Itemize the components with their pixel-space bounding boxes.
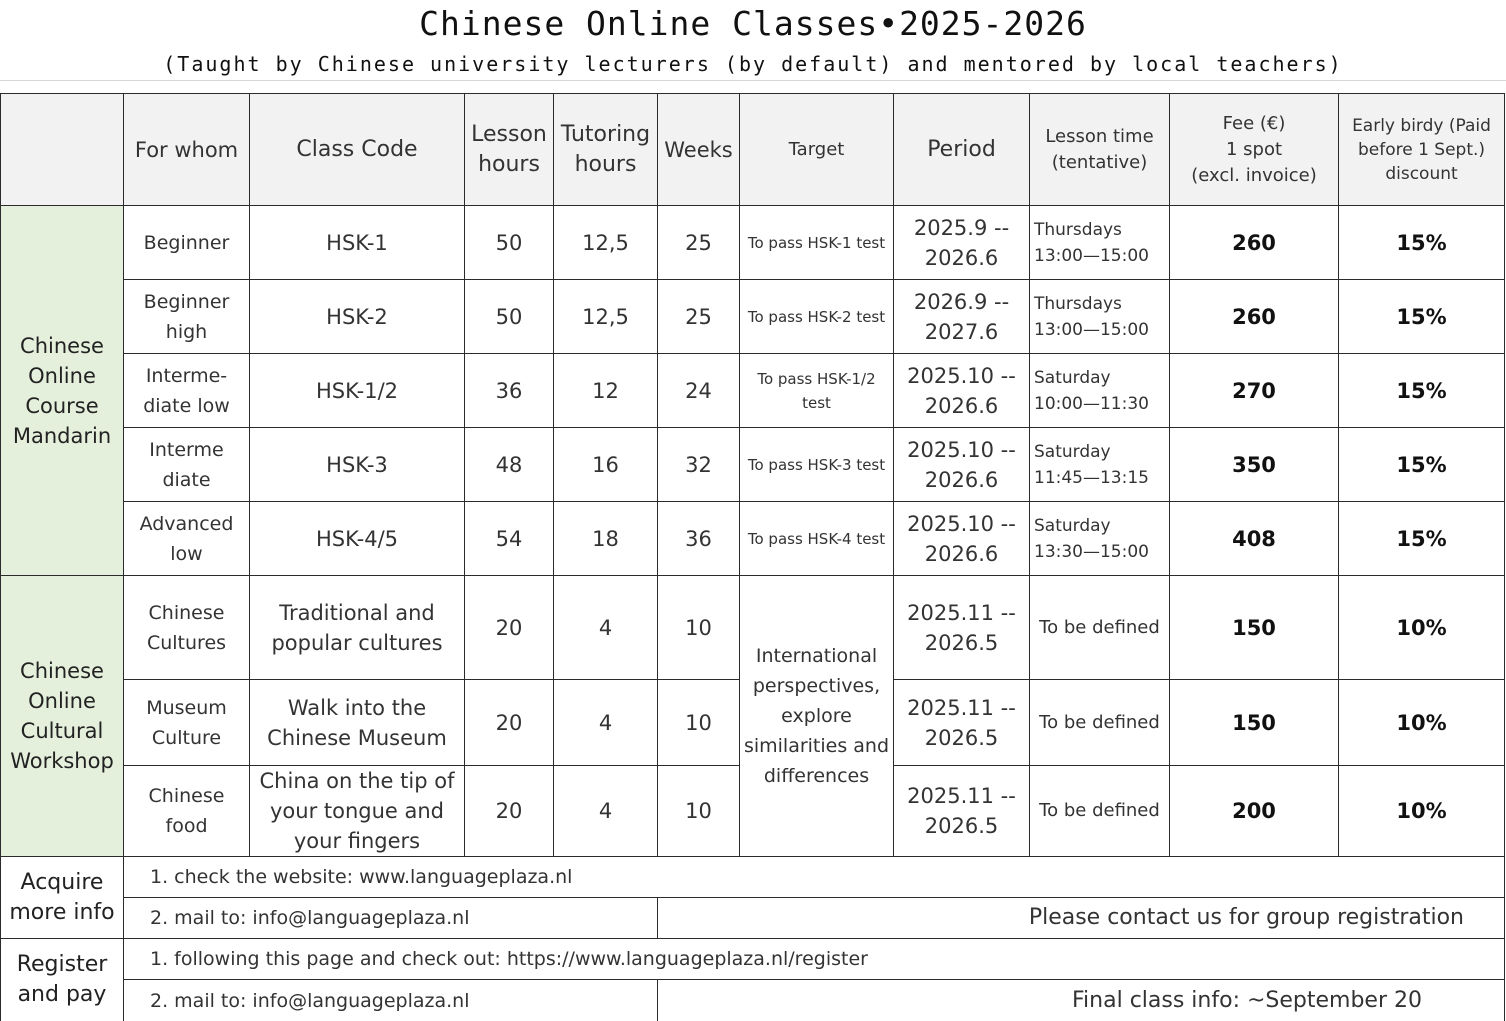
info-row [1,898,1505,939]
target-cell: To pass HSK-4 test [740,502,894,576]
weeks-cell: 36 [658,502,740,576]
tutoring-hours-cell: 18 [554,502,658,576]
target-cell-culture: International perspectives, explore similarities and differences [740,576,894,857]
period-cell: 2025.11 -- 2026.5 [894,576,1030,680]
for-whom-cell: Interme- diate low [124,354,250,428]
lesson-time-cell: To be defined [1030,680,1170,766]
period-cell: 2025.10 -- 2026.6 [894,502,1030,576]
acquire-website-text: 1. check the website: www.languageplaza.nl [124,857,1505,898]
group-mandarin: Chinese Online Course Mandarin [1,206,124,576]
col-for-whom: For whom [124,94,250,206]
col-weeks: Weeks [658,94,740,206]
lesson-time-cell: Saturday 10:00—11:30 [1030,354,1170,428]
discount-cell: 15% [1339,354,1505,428]
period-cell: 2025.11 -- 2026.5 [894,680,1030,766]
for-whom-cell: Interme diate [124,428,250,502]
tutoring-hours-cell: 4 [554,766,658,857]
header-row [1,94,1505,206]
weeks-cell: 10 [658,576,740,680]
class-code-cell: HSK-3 [250,428,465,502]
period-cell: 2025.10 -- 2026.6 [894,354,1030,428]
register-page-text: 1. following this page and check out: https://www.languageplaza.nl/register [124,939,1505,980]
col-early-discount: Early birdy (Paid before 1 Sept.) discount [1339,94,1505,206]
for-whom-cell: Beginner [124,206,250,280]
table-row [1,354,1505,428]
col-class-code: Class Code [250,94,465,206]
lesson-time-cell: To be defined [1030,766,1170,857]
weeks-cell: 32 [658,428,740,502]
for-whom-cell: Museum Culture [124,680,250,766]
lesson-hours-cell: 20 [465,576,554,680]
group-registration-note: Please contact us for group registration [658,898,1505,939]
final-class-info: Final class info: ~September 20 [658,980,1505,1021]
class-code-cell: HSK-1/2 [250,354,465,428]
period-cell: 2026.9 -- 2027.6 [894,280,1030,354]
page-title: Chinese Online Classes•2025-2026 [419,4,1087,43]
group-cultural-workshop: Chinese Online Cultural Workshop [1,576,124,857]
lesson-time-cell: Thursdays 13:00—15:00 [1030,280,1170,354]
for-whom-cell: Advanced low [124,502,250,576]
target-cell: To pass HSK-1/2 test [740,354,894,428]
class-code-cell: HSK-1 [250,206,465,280]
col-period: Period [894,94,1030,206]
lesson-hours-cell: 20 [465,680,554,766]
tutoring-hours-cell: 12,5 [554,206,658,280]
fee-cell: 408 [1170,502,1339,576]
col-lesson-time: Lesson time (tentative) [1030,94,1170,206]
discount-cell: 15% [1339,280,1505,354]
weeks-cell: 10 [658,680,740,766]
fee-cell: 260 [1170,280,1339,354]
period-cell: 2025.11 -- 2026.5 [894,766,1030,857]
page-subtitle: (Taught by Chinese university lecturers (by default) and mentored by local teachers) [163,52,1343,76]
table-row [1,280,1505,354]
col-lesson-hours: Lesson hours [465,94,554,206]
fee-cell: 150 [1170,576,1339,680]
class-code-cell: Walk into the Chinese Museum [250,680,465,766]
weeks-cell: 25 [658,280,740,354]
target-cell: To pass HSK-3 test [740,428,894,502]
class-code-cell: Traditional and popular cultures [250,576,465,680]
for-whom-cell: Beginner high [124,280,250,354]
info-row [1,980,1505,1021]
weeks-cell: 24 [658,354,740,428]
discount-cell: 15% [1339,206,1505,280]
discount-cell: 15% [1339,428,1505,502]
fee-cell: 200 [1170,766,1339,857]
col-fee: Fee (€) 1 spot (excl. invoice) [1170,94,1339,206]
table-row [1,576,1505,680]
period-cell: 2025.10 -- 2026.6 [894,428,1030,502]
table-row [1,206,1505,280]
lesson-time-cell: Thursdays 13:00—15:00 [1030,206,1170,280]
target-cell: To pass HSK-2 test [740,280,894,354]
class-code-cell: HSK-2 [250,280,465,354]
discount-cell: 15% [1339,502,1505,576]
for-whom-cell: Chinese Cultures [124,576,250,680]
lesson-time-cell: Saturday 11:45—13:15 [1030,428,1170,502]
lesson-hours-cell: 48 [465,428,554,502]
col-tutoring-hours: Tutoring hours [554,94,658,206]
lesson-time-cell: Saturday 13:30—15:00 [1030,502,1170,576]
tutoring-hours-cell: 12,5 [554,280,658,354]
divider [0,80,1506,81]
lesson-hours-cell: 20 [465,766,554,857]
info-row [1,857,1505,898]
discount-cell: 10% [1339,766,1505,857]
table-row [1,428,1505,502]
lesson-hours-cell: 36 [465,354,554,428]
for-whom-cell: Chinese food [124,766,250,857]
period-cell: 2025.9 -- 2026.6 [894,206,1030,280]
classes-table [0,93,1505,1021]
fee-cell: 270 [1170,354,1339,428]
discount-cell: 10% [1339,576,1505,680]
lesson-hours-cell: 50 [465,206,554,280]
fee-cell: 260 [1170,206,1339,280]
lesson-hours-cell: 54 [465,502,554,576]
tutoring-hours-cell: 4 [554,680,658,766]
class-code-cell: China on the tip of your tongue and your fingers [250,766,465,857]
register-mail-text: 2. mail to: info@languageplaza.nl [124,980,658,1021]
discount-cell: 10% [1339,680,1505,766]
group-register-pay: Register and pay [1,939,124,1021]
tutoring-hours-cell: 4 [554,576,658,680]
class-code-cell: HSK-4/5 [250,502,465,576]
fee-cell: 350 [1170,428,1339,502]
lesson-hours-cell: 50 [465,280,554,354]
corner-cell [1,94,124,206]
weeks-cell: 10 [658,766,740,857]
table-row [1,502,1505,576]
target-cell: To pass HSK-1 test [740,206,894,280]
info-row [1,939,1505,980]
acquire-mail-text: 2. mail to: info@languageplaza.nl [124,898,658,939]
weeks-cell: 25 [658,206,740,280]
lesson-time-cell: To be defined [1030,576,1170,680]
tutoring-hours-cell: 12 [554,354,658,428]
tutoring-hours-cell: 16 [554,428,658,502]
group-acquire-info: Acquire more info [1,857,124,939]
fee-cell: 150 [1170,680,1339,766]
col-target: Target [740,94,894,206]
